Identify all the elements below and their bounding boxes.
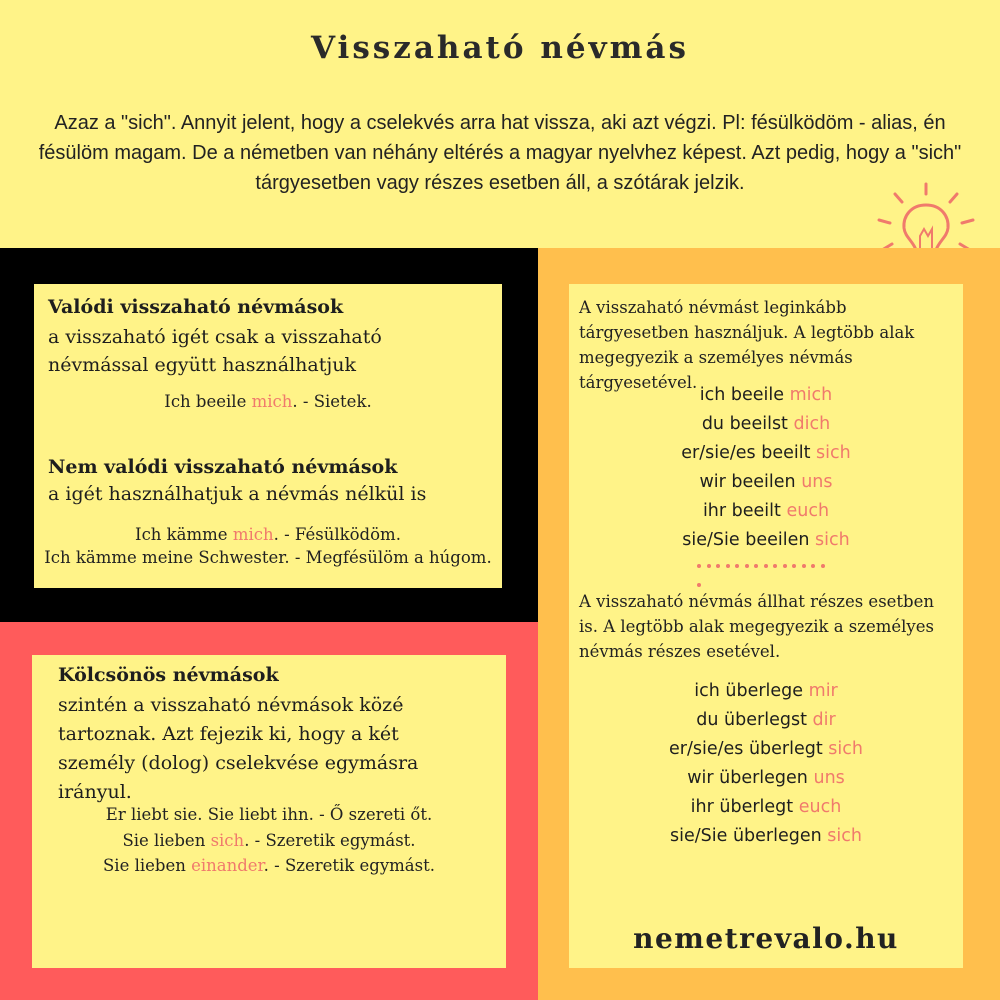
accusative-list [569, 381, 963, 555]
conj-row: sie/Sie beeilen sich [682, 530, 850, 550]
dotted-divider [697, 564, 837, 572]
text-reciprocal: szintén a visszaható névmások közé tartoznak. Azt fejezik ki, hogy a két személy (dolog) cselekvése egymásra irányul. [58, 694, 419, 803]
dative-list [569, 677, 963, 851]
example-reciprocal-3: Sie lieben einander. - Szeretik egymást. [102, 856, 435, 875]
conj-row: wir überlegen uns [687, 768, 845, 788]
heading-reciprocal: Kölcsönös névmások [58, 664, 279, 686]
heading-real-reflexive: Valódi visszaható névmások [48, 296, 344, 318]
page-title: Visszaható névmás [311, 30, 689, 66]
conj-row: wir beeilen uns [699, 472, 833, 492]
conj-row: ich überlege mir [694, 681, 838, 701]
card-conjugation [569, 284, 963, 968]
conj-row: er/sie/es überlegt sich [669, 739, 863, 759]
text-dative: A visszaható névmás állhat részes esetben is. A legtöbb alak megegyezik a személyes névmás részes esetével. [579, 592, 935, 661]
text-real-reflexive: a visszaható igét csak a visszaható névmással együtt használhatjuk [48, 326, 382, 376]
example-reciprocal-1: Er liebt sie. Sie liebt ihn. - Ő szereti őt. [105, 805, 433, 824]
conj-row: du beeilst dich [701, 414, 831, 434]
example-reciprocal-2: Sie lieben sich. - Szeretik egymást. [122, 831, 416, 850]
conj-row: ich beeile mich [699, 385, 833, 405]
intro-text: Azaz a "sich". Annyit jelent, hogy a cselekvés arra hat vissza, aki azt végzi. Pl: fésülködöm - alias, én fésülöm magam. De a németben van néhány eltérés a magyar nyelvhez képest. Azt pedig, hogy a "sich" tárgyesetben vagy részes esetben áll, a szótárak jelzik. [38, 112, 962, 194]
site-name: nemetrevalo.hu [633, 922, 899, 955]
heading-not-real-reflexive: Nem valódi visszaható névmások [48, 456, 398, 478]
text-accusative: A visszaható névmást leginkább tárgyesetben használjuk. A legtöbb alak megegyezik a személyes névmás tárgyesetével. [579, 298, 915, 392]
conj-row: er/sie/es beeilt sich [681, 443, 851, 463]
example-not-real-2: Ich kämme meine Schwester. - Megfésülöm a húgom. [44, 548, 492, 567]
example-real-reflexive: Ich beeile mich. - Sietek. [164, 392, 372, 411]
text-not-real-reflexive: a igét használhatjuk a névmás nélkül is [48, 483, 427, 505]
conj-row: ihr überlegt euch [690, 797, 842, 817]
conj-row: sie/Sie überlegen sich [670, 826, 862, 846]
card-reciprocal [32, 655, 506, 968]
conj-row: ihr beeilt euch [702, 501, 830, 521]
conj-row: du überlegst dir [696, 710, 836, 730]
card-real-reflexive [34, 284, 502, 588]
example-not-real-1: Ich kämme mich. - Fésülködöm. [135, 525, 401, 544]
